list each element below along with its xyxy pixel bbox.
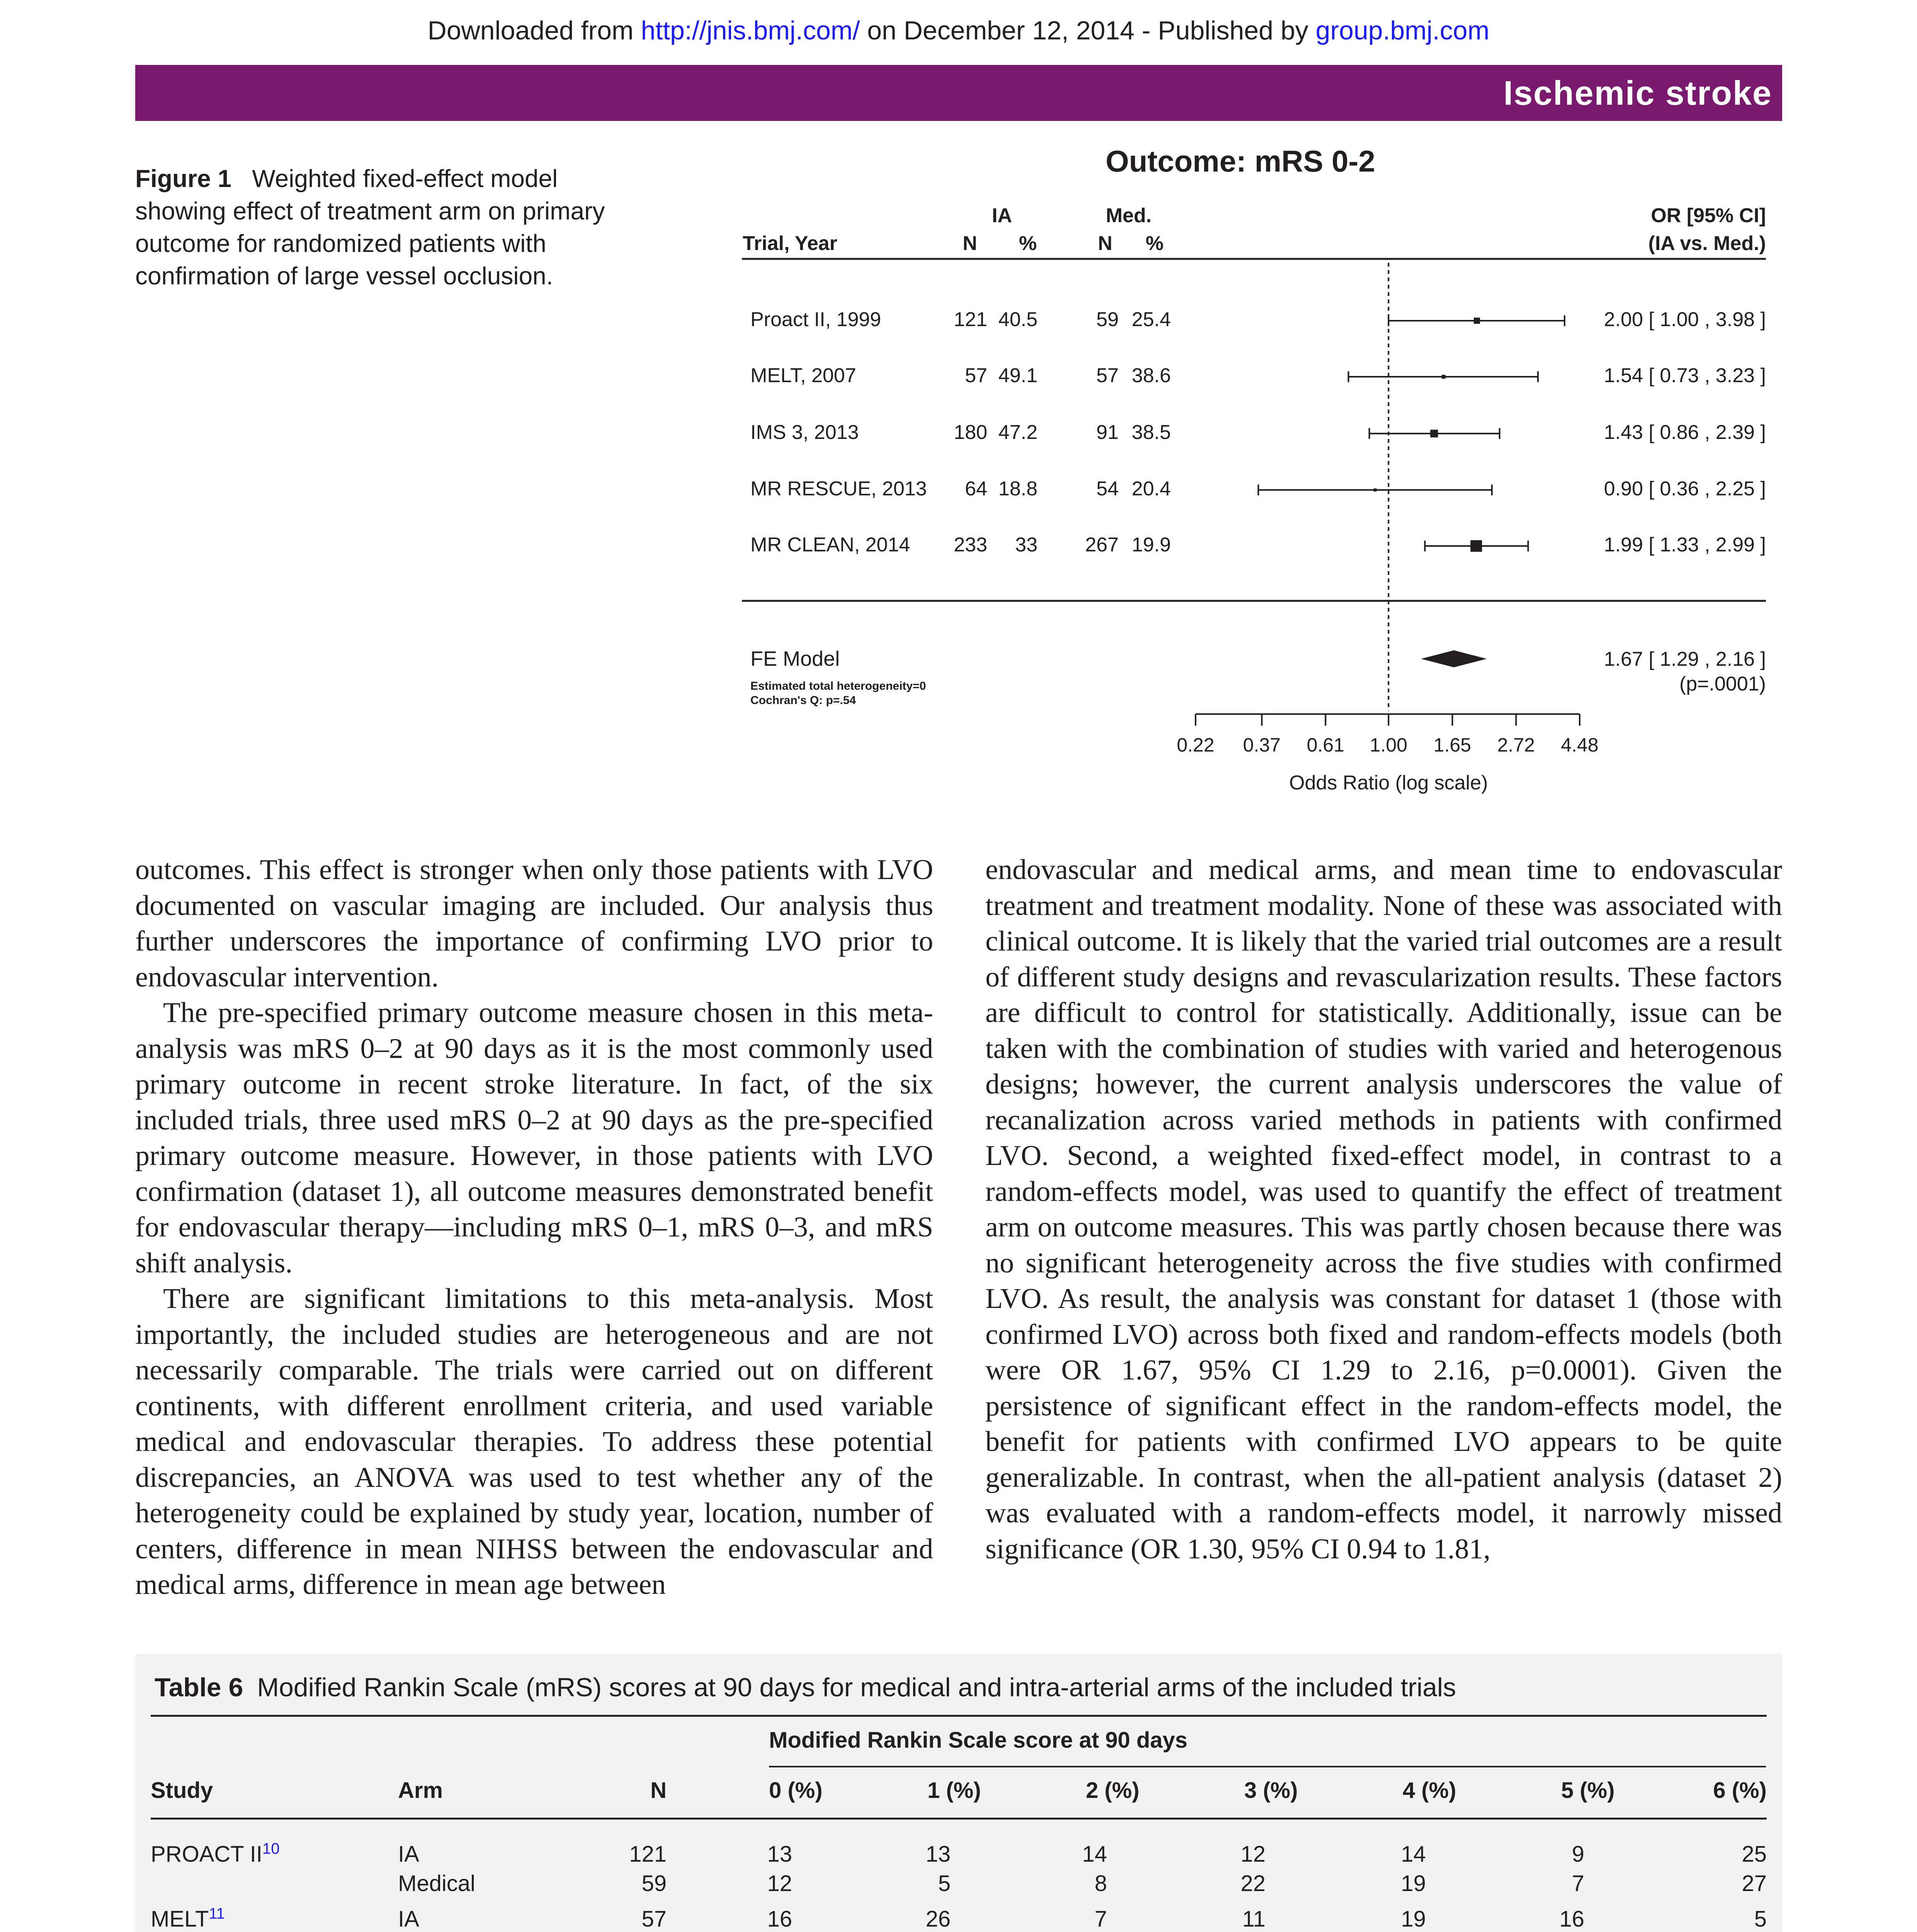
col-header-med: Med. — [1106, 204, 1152, 227]
value-cell: 16 — [1559, 1906, 1584, 1932]
chart-title: Outcome: mRS 0-2 — [1106, 144, 1375, 178]
value-cell: 25 — [1742, 1842, 1767, 1867]
value-cell: 7 — [1572, 1871, 1584, 1896]
col-header-or: OR [95% CI] — [1651, 204, 1766, 227]
value-cell: 13 — [925, 1842, 951, 1867]
value-cell: 22 — [1240, 1871, 1266, 1896]
col-header-ia: IA — [992, 204, 1012, 227]
header-arm: Arm — [398, 1778, 443, 1803]
value-cell: 12 — [767, 1871, 792, 1896]
trial-med-pct: 38.5 — [1131, 421, 1171, 444]
header-study: Study — [151, 1778, 213, 1803]
figure-caption — [135, 162, 607, 292]
trial-ia-pct: 33 — [1015, 534, 1038, 556]
forest-plot — [726, 143, 1781, 811]
jnis-link[interactable]: http://jnis.bmj.com/ — [641, 16, 860, 45]
section-banner — [135, 65, 1782, 121]
header-mrs-1: 1 (%) — [927, 1778, 981, 1803]
download-prefix: Downloaded from — [427, 16, 641, 45]
x-tick-label: 4.48 — [1561, 734, 1599, 756]
header-mrs-4: 4 (%) — [1403, 1778, 1456, 1803]
value-cell: 11 — [1242, 1906, 1266, 1932]
study-name: MELT$^{11}$ — [151, 1905, 225, 1932]
value-cell: 12 — [1240, 1842, 1266, 1867]
table-label: Table 6 — [155, 1673, 243, 1702]
download-middle: on December 12, 2014 - Published by — [860, 16, 1316, 45]
trial-med-pct: 19.9 — [1131, 534, 1171, 556]
point-estimate — [1470, 540, 1482, 552]
summary-p-value: (p=.0001) — [1679, 673, 1766, 695]
col-header-trial: Trial, Year — [743, 232, 837, 255]
table-6 — [135, 1654, 1782, 1932]
body-paragraph: endovascular and medical arms, and mean time to endovascular treatment and treatment modality. None of these was associated with clinical outcome. It is likely that the varied trial outcomes are a result of different study designs and revascularization results. These factors are difficult to control for statistically. Additionally, issue can be taken with the combination of studies with varied and heterogenous designs; however, the current analysis underscores the value of recanalization across varied methods in patients with confirmed LVO. Second, a weighted fixed-effect model, in contrast to a random-effects model, was used to quantify the effect of treatment arm on outcome measures. This was partly chosen because there was no significant heterogeneity across the five studies with confirmed LVO. As result, the analysis was constant for dataset 1 (those with confirmed LVO) across both fixed and random-effects models (both were OR 1.67, 95% CI 1.29 to 2.16, p=0.0001). Given the persistence of significant effect in the random-effects model, the benefit for patients with confirmed LVO appears to be quite generalizable. In contrast, when the all-patient analysis (dataset 2) was evaluated with a random-effects model, it narrowly missed significance (OR 1.30, 95% CI 0.94 to 1.81, — [985, 854, 1782, 1565]
trial-label: IMS 3, 2013 — [750, 421, 859, 444]
x-tick-label: 0.22 — [1177, 734, 1214, 756]
body-paragraph: outcomes. This effect is stronger when only those patients with LVO documented on vascular imaging are included. Our analysis thus further underscores the importance of confirming LVO prior to endovascular intervention. — [135, 854, 933, 993]
table-top-rule — [151, 1715, 1767, 1717]
col-header-med-n: N — [1098, 232, 1112, 255]
value-cell: 121 — [629, 1842, 667, 1867]
body-paragraph: The pre-specified primary outcome measure chosen in this meta-analysis was mRS 0–2 at 90 days as it is the most commonly used primary outcome in recent stroke literature. In fact, of the six included trials, three used mRS 0–2 at 90 days as the pre-specified primary outcome measure. However, in those patients with LVO confirmation (dataset 1), all outcome measures demonstrated benefit for endovascular therapy—including mRS 0–1, mRS 0–3, and mRS shift analysis. — [135, 997, 933, 1279]
value-cell: 59 — [641, 1871, 667, 1896]
summary-diamond — [1421, 650, 1487, 667]
x-tick-label: 1.65 — [1433, 734, 1471, 756]
arm-cell: IA — [398, 1906, 419, 1932]
body-column-left — [135, 852, 933, 1603]
spanner-header: Modified Rankin Scale score at 90 days — [769, 1728, 1188, 1753]
trial-or-text: 1.54 [ 0.73 , 3.23 ] — [1604, 364, 1766, 387]
header-mrs-5: 5 (%) — [1561, 1778, 1615, 1803]
trial-med-n: 54 — [1096, 478, 1119, 500]
value-cell: 16 — [767, 1906, 792, 1932]
col-header-ia-n: N — [963, 232, 977, 255]
table-title — [155, 1672, 1456, 1702]
reference-link[interactable]: 10 — [262, 1840, 280, 1857]
trial-ia-pct: 47.2 — [998, 421, 1038, 444]
value-cell: 14 — [1401, 1842, 1426, 1867]
value-cell: 57 — [641, 1906, 667, 1932]
value-cell: 14 — [1082, 1842, 1107, 1867]
header-mrs-3: 3 (%) — [1244, 1778, 1298, 1803]
trial-med-pct: 20.4 — [1131, 478, 1171, 500]
point-estimate — [1474, 318, 1480, 324]
point-estimate — [1442, 375, 1446, 379]
summary-or-text: 1.67 [ 1.29 , 2.16 ] — [1604, 648, 1766, 670]
header-n: N — [650, 1778, 667, 1803]
x-axis-label: Odds Ratio (log scale) — [1289, 772, 1488, 794]
reference-link[interactable]: 11 — [209, 1905, 225, 1922]
trial-ia-n: 180 — [954, 421, 987, 444]
trial-ia-pct: 40.5 — [998, 308, 1038, 331]
study-name: PROACT II$^{10}$ — [151, 1840, 280, 1867]
col-header-med-pct: % — [1145, 232, 1164, 255]
value-cell: 27 — [1742, 1871, 1767, 1896]
trial-med-pct: 25.4 — [1131, 308, 1171, 331]
x-tick-label: 0.37 — [1243, 734, 1281, 756]
col-header-ia-pct: % — [1019, 232, 1037, 255]
point-estimate — [1430, 430, 1438, 437]
trial-med-n: 59 — [1096, 308, 1119, 331]
section-title: Ischemic stroke — [1503, 74, 1772, 112]
figure-label: Figure 1 — [135, 165, 231, 192]
body-column-right — [985, 852, 1782, 1567]
value-cell: 26 — [925, 1906, 951, 1932]
trial-ia-n: 57 — [965, 364, 987, 387]
value-cell: 9 — [1572, 1842, 1584, 1867]
trial-label: Proact II, 1999 — [750, 308, 881, 331]
x-tick-label: 1.00 — [1369, 734, 1408, 756]
table-title-text: Modified Rankin Scale (mRS) scores at 90 days for medical and intra-arterial arms of the included trials — [257, 1673, 1456, 1702]
trial-ia-n: 121 — [954, 308, 987, 331]
col-header-or-sub: (IA vs. Med.) — [1648, 232, 1766, 255]
trial-or-text: 0.90 [ 0.36 , 2.25 ] — [1604, 478, 1766, 500]
cochran-q-note: Cochran's Q: p=.54 — [750, 694, 856, 707]
trial-or-text: 1.43 [ 0.86 , 2.39 ] — [1604, 421, 1766, 444]
header-bottom-rule — [151, 1818, 1767, 1820]
value-cell: 13 — [767, 1842, 792, 1867]
value-cell: 19 — [1401, 1906, 1426, 1932]
trial-or-text: 1.99 [ 1.33 , 2.99 ] — [1604, 534, 1766, 556]
header-mrs-2: 2 (%) — [1086, 1778, 1140, 1803]
bmj-group-link[interactable]: group.bmj.com — [1315, 16, 1490, 45]
figure-caption-text: Weighted fixed-effect model showing effect of treatment arm on primary outcome for randomized patients with confirmation of large vessel occlusion. — [135, 165, 605, 290]
trial-med-pct: 38.6 — [1131, 364, 1171, 387]
value-cell: 5 — [938, 1871, 951, 1896]
x-tick-label: 0.61 — [1306, 734, 1345, 756]
download-notice — [0, 15, 1917, 46]
trial-ia-n: 64 — [965, 478, 987, 500]
arm-cell: IA — [398, 1842, 419, 1867]
trial-med-n: 57 — [1096, 364, 1119, 387]
trial-or-text: 2.00 [ 1.00 , 3.98 ] — [1604, 308, 1766, 331]
spanner-rule — [769, 1766, 1766, 1767]
value-cell: 5 — [1754, 1906, 1767, 1932]
body-paragraph: There are significant limitations to this meta-analysis. Most importantly, the included studies are heterogeneous and are not necessarily comparable. The trials were carried out on different continents, with different enrollment criteria, and used variable medical and endovascular therapies. To address these potential discrepancies, an ANOVA was used to test whether any of the heterogeneity could be explained by study year, location, number of centers, difference in mean NIHSS between the endovascular and medical arms, difference in mean age between — [135, 1283, 933, 1600]
trial-med-n: 91 — [1096, 421, 1119, 444]
arm-cell: Medical — [398, 1871, 475, 1896]
trial-med-n: 267 — [1085, 534, 1119, 556]
trial-label: MR RESCUE, 2013 — [750, 478, 927, 500]
value-cell: 8 — [1094, 1871, 1107, 1896]
trial-label: MELT, 2007 — [750, 364, 856, 387]
trial-ia-n: 233 — [954, 534, 987, 556]
x-tick-label: 2.72 — [1497, 734, 1535, 756]
point-estimate — [1374, 488, 1377, 492]
trial-label: MR CLEAN, 2014 — [750, 534, 910, 556]
trial-ia-pct: 18.8 — [998, 478, 1038, 500]
trial-ia-pct: 49.1 — [998, 364, 1038, 387]
value-cell: 7 — [1094, 1906, 1107, 1932]
heterogeneity-note: Estimated total heterogeneity=0 — [750, 680, 926, 692]
value-cell: 19 — [1401, 1871, 1426, 1896]
header-mrs-0: 0 (%) — [769, 1778, 823, 1803]
summary-label: FE Model — [750, 647, 840, 670]
header-mrs-6: 6 (%) — [1713, 1778, 1767, 1803]
